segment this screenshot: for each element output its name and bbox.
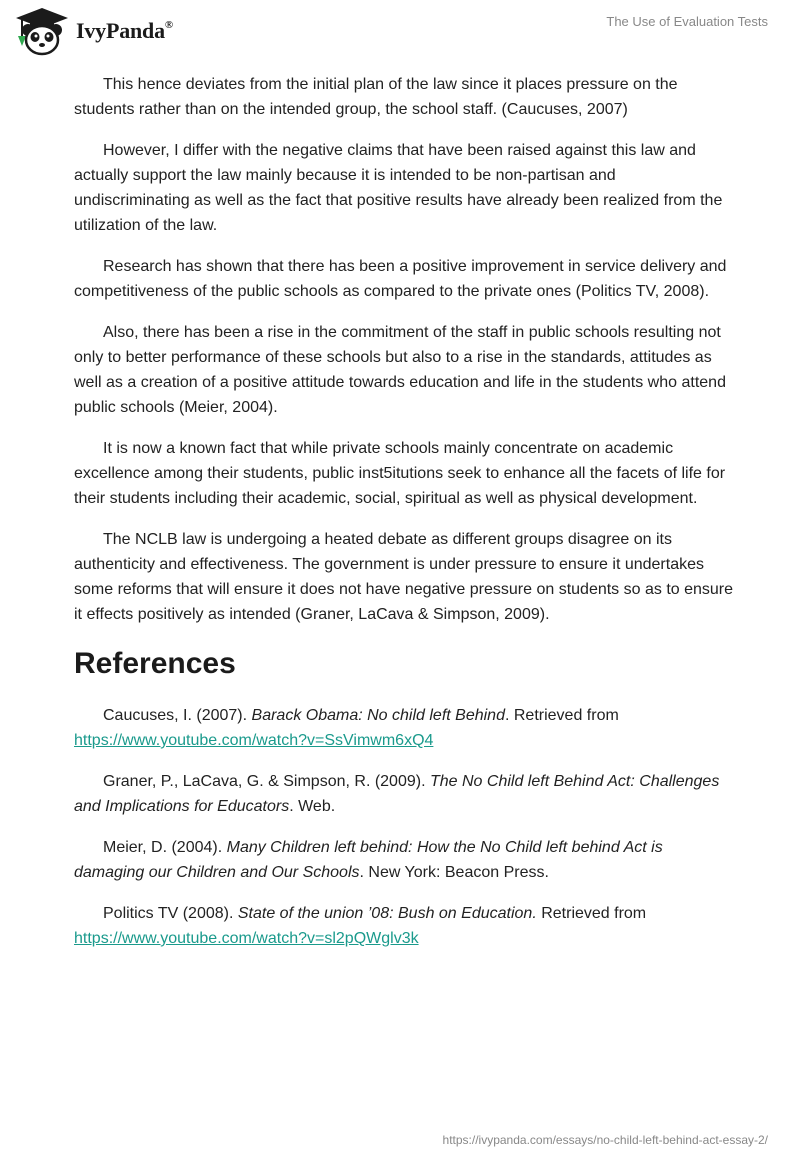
reference-item: Meier, D. (2004). Many Children left behind: How the No Child left behind Act is damaging our Children and Our Schools. New York: Beacon Press. (74, 839, 663, 881)
source-url: https://ivypanda.com/essays/no-child-left-behind-act-essay-2/ (442, 1133, 768, 1147)
paragraph: The NCLB law is undergoing a heated debate as different groups disagree on its authenticity and effectiveness. The government is under pressure to ensure it undertakes some reforms that will ensure it does not have negative pressure on students so as to ensure it effects positively as intended (Graner, LaCava & Simpson, 2009). (74, 531, 734, 623)
paragraph: It is now a known fact that while private schools mainly concentrate on academic excellence among their students, public inst5itutions seek to enhance all the facets of life for their students including their academic, social, spiritual as well as physical development. (74, 440, 726, 507)
paragraph: Also, there has been a rise in the commitment of the staff in public schools resulting not only to better performance of these schools but also to a rise in the standards, attitudes as well as a creation of a positive attitude towards education and life in the students who attend public schools (Meier, 2004). (74, 324, 726, 416)
reference-item: Graner, P., LaCava, G. & Simpson, R. (2009). The No Child left Behind Act: Challenges and Implications for Educators. Web. (74, 773, 720, 815)
paragraph: However, I differ with the negative claims that have been raised against this law and actually support the law mainly because it is intended to be non-partisan and undiscriminating as well as the fact that positive results have already been realized from the utilization of the law. (74, 142, 723, 234)
panda-graduate-icon (14, 6, 70, 56)
document-title: The Use of Evaluation Tests (606, 14, 768, 29)
references-heading: References (74, 647, 236, 680)
reference-link[interactable]: https://www.youtube.com/watch?v=SsVimwm6xQ4 (74, 732, 434, 749)
essay-body (74, 72, 734, 967)
brand-name: IvyPanda® (76, 18, 173, 43)
page-header (0, 0, 800, 62)
reference-item: Politics TV (2008). State of the union ’08: Bush on Education. Retrieved from https://www.youtube.com/watch?v=sl2pQWglv3k (74, 905, 647, 947)
reference-item: Caucuses, I. (2007). Barack Obama: No child left Behind. Retrieved from https://www.youtube.com/watch?v=SsVimwm6xQ4 (74, 707, 619, 749)
reference-link[interactable]: https://www.youtube.com/watch?v=sl2pQWglv3k (74, 930, 419, 947)
paragraph: Research has shown that there has been a positive improvement in service delivery and competitiveness of the public schools as compared to the private ones (Politics TV, 2008). (74, 258, 727, 300)
ivypanda-logo[interactable] (14, 6, 173, 56)
paragraph: This hence deviates from the initial plan of the law since it places pressure on the students rather than on the intended group, the school staff. (Caucuses, 2007) (74, 76, 678, 118)
